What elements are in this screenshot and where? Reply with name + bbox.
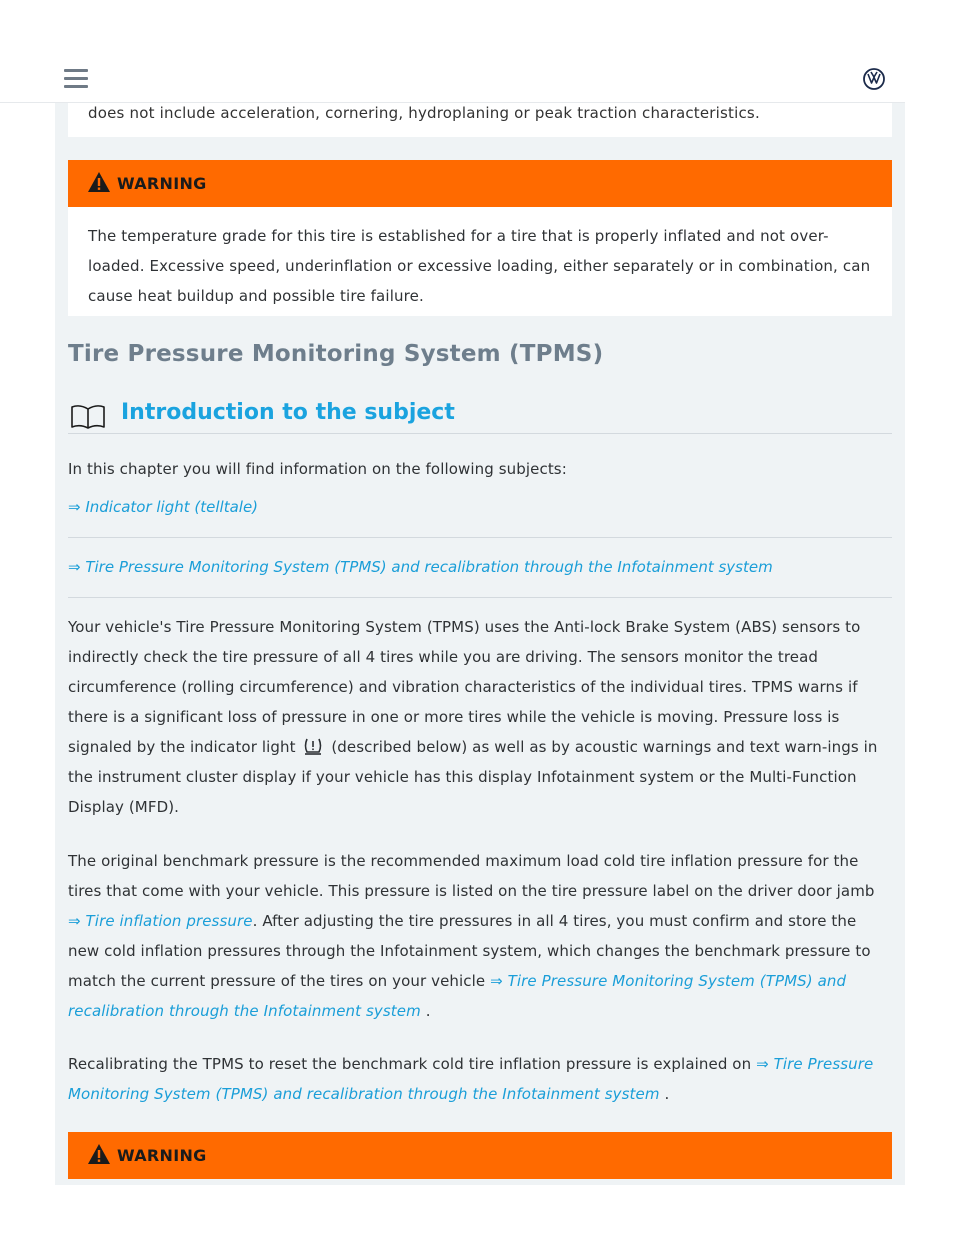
warning-triangle-icon (87, 171, 111, 193)
previous-section-text: does not include acceleration, cornering, hydroplaning or peak traction characteristics. (88, 104, 760, 122)
link-tpms-recalibration-inline[interactable]: ⇒ Tire Pressure Monitoring System (TPMS) and recalibration through the Infotainment system (68, 972, 847, 1020)
para3-text-a: Recalibrating the TPMS to reset the benchmark cold tire inflation pressure is explained on (68, 1055, 752, 1073)
benchmark-pressure-paragraph (68, 846, 888, 1026)
warning-text: The temperature grade for this tire is established for a tire that is properly inflated and not over-loaded. Excessive speed, underinflation or excessive loading, either separately or in combination, can cause heat buildup and possible tire failure. (88, 227, 871, 305)
section-title: Tire Pressure Monitoring System (TPMS) (68, 341, 604, 367)
warning-triangle-icon (87, 1143, 111, 1165)
warning-label: WARNING (117, 174, 207, 193)
para2-text-c: . (425, 1002, 431, 1020)
intro-lead: In this chapter you will find information on the following subjects: (68, 460, 567, 478)
warning-header (68, 160, 892, 207)
previous-section-box (68, 103, 892, 137)
tpms-indicator-icon (302, 737, 324, 755)
link-indicator-light[interactable]: ⇒ Indicator light (telltale) (68, 498, 259, 516)
intro-title: Introduction to the subject (121, 400, 455, 425)
tpms-description-paragraph (68, 612, 888, 822)
para2-text-a: The original benchmark pressure is the recommended maximum load cold tire inflation pressure for the tires that come with your vehicle. This pressure is listed on the tire pressure label on the driver door jamb (68, 852, 875, 900)
link-tire-inflation-pressure[interactable]: ⇒ Tire inflation pressure (68, 912, 253, 930)
para1-text-after: (described below) as well as by acoustic warnings and text warn-ings in the instrument cluster display if your vehicle has this display Infotainment system or the Multi-Function Display (MFD). (68, 738, 878, 816)
hamburger-menu-icon[interactable] (64, 69, 88, 89)
warning-header-2 (68, 1132, 892, 1179)
warning-body (68, 207, 892, 316)
intro-header (68, 400, 892, 434)
top-bar (0, 55, 905, 103)
warning-label-2: WARNING (117, 1146, 207, 1165)
link-tpms-recalibration-inline-2[interactable]: ⇒ Tire Pressure Monitoring System (TPMS) and recalibration through the Infotainment system (68, 1055, 874, 1103)
recalibration-paragraph (68, 1049, 888, 1109)
content-panel (55, 103, 905, 1185)
para1-text-before: Your vehicle's Tire Pressure Monitoring System (TPMS) uses the Anti-lock Brake System (ABS) sensors to indirectly check the tire pressure of all 4 tires while you are driving. The sensors monitor the tread circumference (rolling circumference) and vibration characteristics of the individual tires. TPMS warns if there is a significant loss of pressure in one or more tires while the vehicle is moving. Pressure loss is signaled by the indicator light (68, 618, 861, 756)
para2-text-b: . After adjusting the tire pressures in all 4 tires, you must confirm and store the new cold inflation pressures through the Infotainment system, which changes the benchmark pressure to match the current pressure of the tires on your vehicle (68, 912, 871, 990)
divider (68, 597, 892, 598)
divider (68, 537, 892, 538)
para3-text-b: . (664, 1085, 670, 1103)
vw-logo-icon[interactable] (863, 68, 885, 90)
open-book-icon (70, 403, 106, 431)
link-tpms-recalibration[interactable]: ⇒ Tire Pressure Monitoring System (TPMS) and recalibration through the Infotainment system (68, 558, 773, 576)
